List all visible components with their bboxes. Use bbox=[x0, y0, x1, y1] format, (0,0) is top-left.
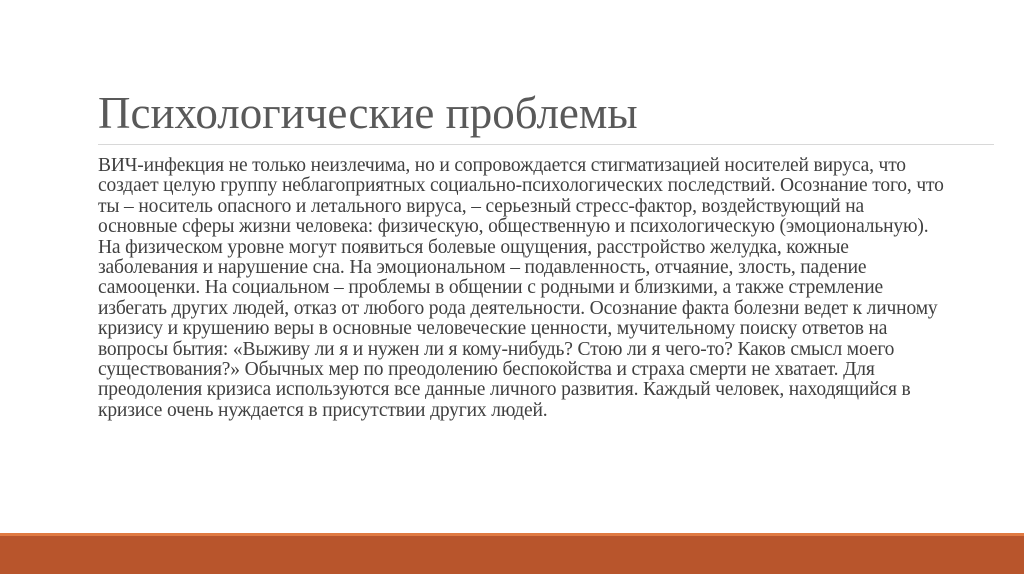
footer-accent-band bbox=[0, 536, 1024, 574]
title-divider bbox=[98, 144, 994, 145]
slide-body-text: ВИЧ-инфекция не только неизлечима, но и сопровождается стигматизацией носителей вируса, что создает целую группу неблагоприятных социально-психологических последствий. Осознание того, что ты – носитель опасного и летального вируса, – серьезный стресс-фактор, воздействующий на основные сферы жизни человека: физическую, общественную и психологическую (эмоциональную). На физическом уровне могут появиться болевые ощущения, расстройство желудка, кожные заболевания и нарушение сна. На эмоциональном – подавленность, отчаяние, злость, падение самооценки. На социальном – проблемы в общении с родными и близкими, а также стремление избегать других людей, отказ от любого рода деятельности. Осознание факта болезни ведет к личному кризису и крушению веры в основные человеческие ценности, мучительному поиску ответов на вопросы бытия: «Выживу ли я и нужен ли я кому-нибудь? Стою ли я чего-то? Каков смысл моего существования?» Обычных мер по преодолению беспокойства и страха смерти не хватает. Для преодоления кризиса используются все данные личного развития. Каждый человек, находящийся в кризисе очень нуждается в присутствии других людей. bbox=[98, 155, 944, 421]
slide-title: Психологические проблемы bbox=[98, 88, 638, 138]
